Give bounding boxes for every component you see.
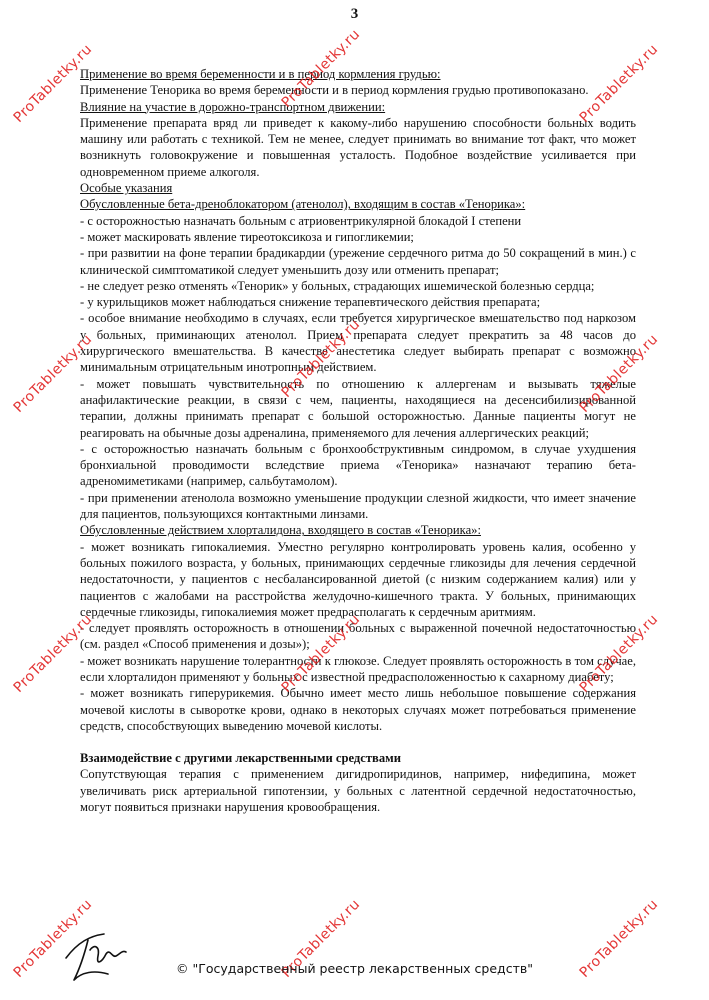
watermark: ProTabletky.ru bbox=[576, 896, 662, 981]
heading-interactions: Взаимодействие с другими лекарственными средствами bbox=[80, 751, 401, 766]
watermark: ProTabletky.ru bbox=[278, 896, 364, 981]
list-item: - при применении атенолола возможно уменьшение продукции слезной жидкости, что имеет значение для пациентов, пользующихся контактными линзами. bbox=[80, 490, 636, 522]
signature-image bbox=[60, 922, 132, 986]
heading-atenolol: Обусловленные бета-дреноблокатором (атенолол), входящим в состав «Тенорика»: bbox=[80, 197, 526, 212]
watermark: ProTabletky.ru bbox=[576, 611, 662, 696]
watermark: ProTabletky.ru bbox=[278, 316, 364, 401]
heading-pregnancy: Применение во время беременности и в период кормления грудью: bbox=[80, 67, 441, 81]
paragraph: Применение препарата вряд ли приведет к какому-либо нарушению способности больных водить машину или работать с техникой. Тем не менее, следует принимать во внимание тот факт, что может возникнуть головокружение и повышенная усталость. Подобное воздействие усиливается при одновременном приеме алкоголя. bbox=[80, 115, 636, 179]
list-item: - особое внимание необходимо в случаях, если требуется хирургическое вмешательство под наркозом у больных, приминающих атенолол. Прием препарата следует прекратить за 48 часов до хирургического вмешательства. В качестве анестетика следует выбирать препарат с возможно минимальным отрицательным инотропным действием. bbox=[80, 311, 636, 375]
list-item: - может маскировать явление тиреотоксикоза и гипогликемии; bbox=[80, 229, 414, 244]
list-item: - при развитии на фоне терапии брадикардии (урежение сердечного ритма до 50 сокращений в мин.) с клинической симптоматикой следует уменьшить дозу или отменить препарат; bbox=[80, 246, 636, 277]
watermark: ProTabletky.ru bbox=[10, 896, 96, 981]
watermark: ProTabletky.ru bbox=[10, 331, 96, 416]
watermark: ProTabletky.ru bbox=[278, 611, 364, 696]
list-item: - с осторожностью назначать больным с бронхообструктивным синдромом, в случае ухудшения бронхиальной проводимости вследствие приема «Тенорика» назначают терапию бета-адреномиметиками (например, сальбутамолом). bbox=[80, 441, 636, 489]
list-item: - у курильщиков может наблюдаться снижение терапевтического действия препарата; bbox=[80, 295, 541, 310]
list-item: - может возникать гипокалиемия. Уместно регулярно контролировать уровень калия, особенно у больных пожилого возраста, у больных, принимающих сердечные гликозиды для лечения сердечной недостаточности, у пациентов с несбалансированной диетой (с низким содержанием калия) или у пациентов с жалобами на расстройства желудочно-кишечного тракта. У больных, принимающих сердечные гликозиды, гипокалиемия может предрасполагать к сердечным аритмиям. bbox=[80, 539, 636, 619]
watermark: ProTabletky.ru bbox=[10, 611, 96, 696]
paragraph: Сопутствующая терапия с применением дигидропиридинов, например, нифедипина, может увеличивать риск артериальной гипотензии, у больных с латентной сердечной недостаточностью, могут появиться признаки нарушения кровообращения. bbox=[80, 767, 636, 815]
watermark: ProTabletky.ru bbox=[576, 41, 662, 126]
heading-chlorthalidone: Обусловленные действием хлорталидона, входящего в состав «Тенорика»: bbox=[80, 523, 481, 538]
watermark: ProTabletky.ru bbox=[278, 26, 364, 111]
list-item: - может возникать гиперурикемия. Обычно имеет место лишь небольшое повышение содержания мочевой кислоты в сыворотке крови, однако в некоторых случаях может потребоваться применение средств, способствующих выведению мочевой кислоты. bbox=[80, 686, 636, 733]
watermark: ProTabletky.ru bbox=[576, 331, 662, 416]
document-body bbox=[80, 66, 636, 815]
paragraph: Применение Теноpика во время беременности и в период кормления грудью противопоказано. bbox=[80, 83, 589, 98]
heading-driving: Влияние на участие в дорожно-транспортном движении: bbox=[80, 99, 386, 114]
list-item: - может повышать чувствительность по отношению к аллергенам и вызывать тяжелые анафилактические реакции, в связи с чем, пациенты, находящиеся на десенсибилизированной терапии, должны принимать препарат с большой осторожностью. Данные пациенты могут не реагировать на обычные дозы адреналина, применяемого для лечения аллергических реакций; bbox=[80, 376, 636, 440]
list-item: - с осторожностью назначать больным с атриовентрикулярной блокадой I степени bbox=[80, 213, 522, 228]
list-item: - может возникать нарушение толерантности к глюкозе. Следует проявлять осторожность в том случае, если хлорталидон применяют у больных с известной предрасположенностью к сахарному диабету; bbox=[80, 653, 636, 684]
page-number: 3 bbox=[350, 6, 359, 22]
heading-special-notes: Особые указания bbox=[80, 181, 173, 196]
footer-copyright: © "Государственный реестр лекарственных средств" bbox=[176, 961, 533, 976]
watermark: ProTabletky.ru bbox=[10, 41, 96, 126]
list-item: - не следует резко отменять «Тенорик» у больных, страдающих ишемической болезнью сердца; bbox=[80, 278, 595, 293]
list-item: - следует проявлять осторожность в отношении больных с выраженной почечной недостаточностью (см. раздел «Способ применения и дозы»); bbox=[80, 621, 636, 652]
